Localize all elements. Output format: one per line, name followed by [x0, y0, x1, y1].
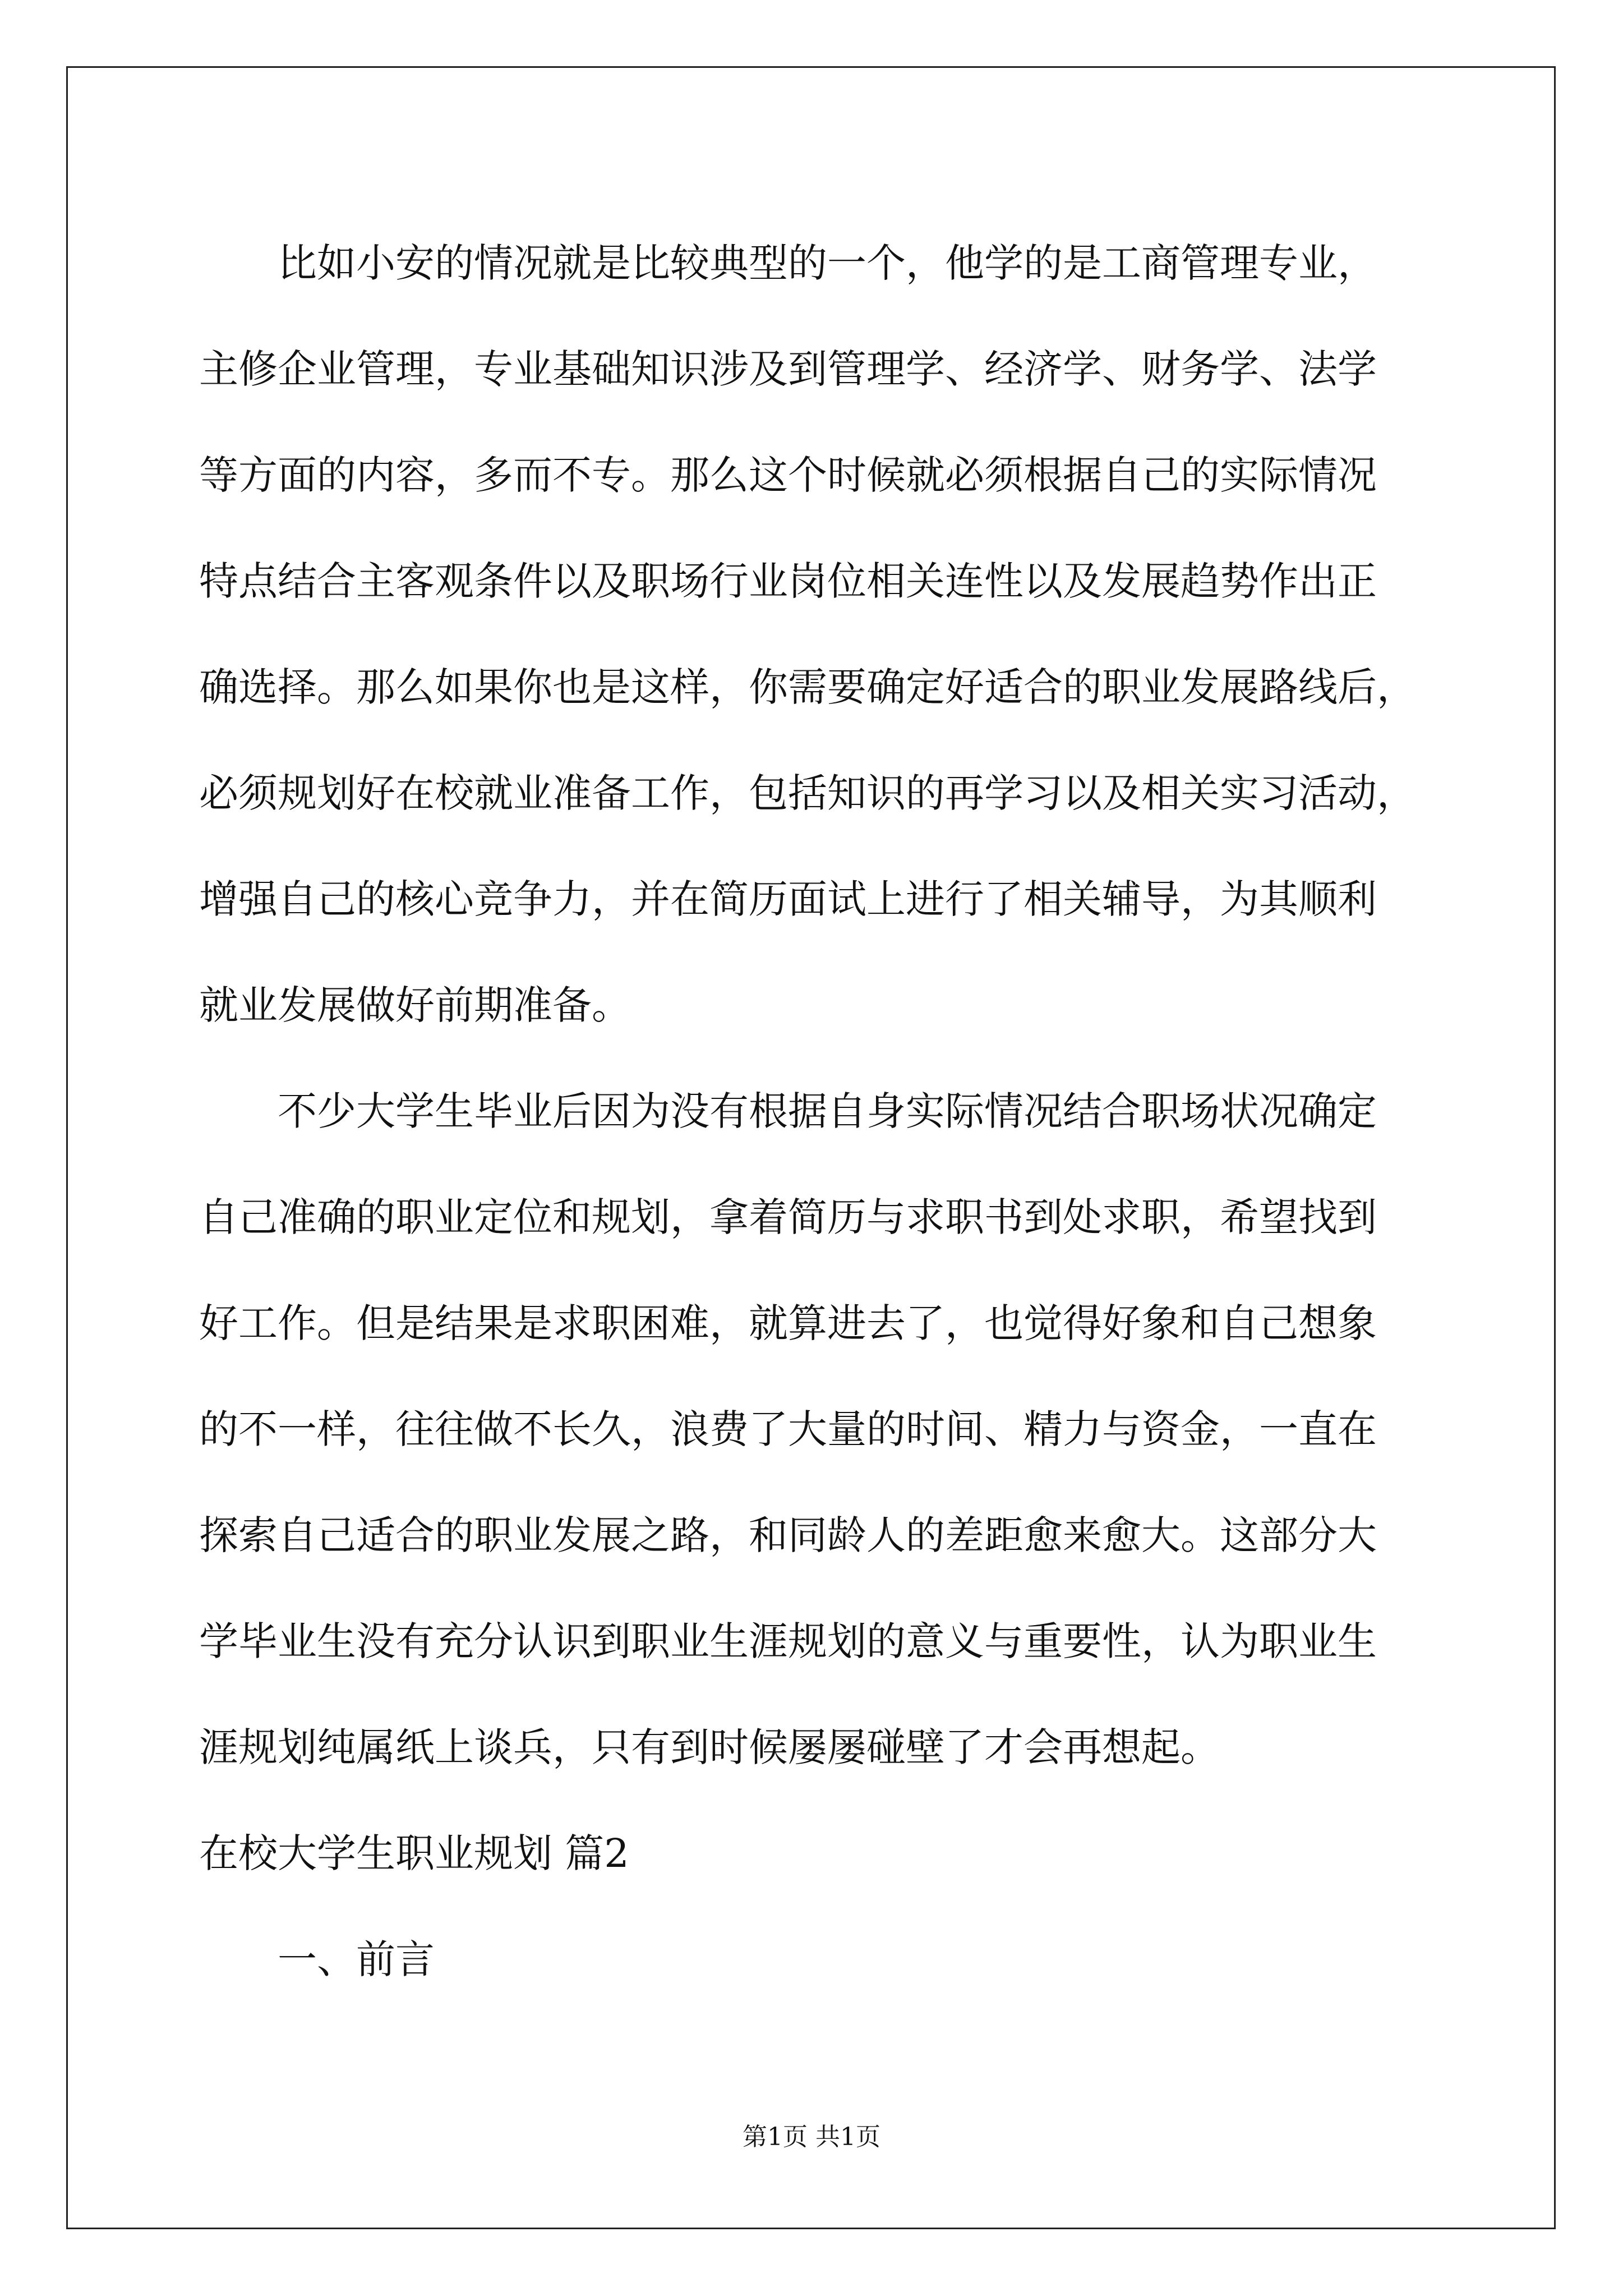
page-number-footer: 第1页 共1页	[743, 2123, 880, 2151]
paragraph-line: 主修企业管理，专业基础知识涉及到管理学、经济学、财务学、法学	[199, 346, 1377, 392]
paragraph-1	[199, 210, 1422, 1059]
paragraph-2	[199, 1059, 1422, 1801]
paragraph-line: 不少大学生毕业后因为没有根据自身实际情况结合职场状况确定	[278, 1088, 1377, 1134]
paragraph-line: 等方面的内容，多而不专。那么这个时候就必须根据自己的实际情况	[199, 452, 1377, 498]
paragraph-line: 自己准确的职业定位和规划，拿着简历与求职书到处求职，希望找到	[199, 1194, 1377, 1240]
paragraph-line: 增强自己的核心竞争力，并在简历面试上进行了相关辅导，为其顺利	[199, 876, 1377, 922]
paragraph-line: 的不一样，往往做不长久，浪费了大量的时间、精力与资金，一直在	[199, 1406, 1377, 1452]
paragraph-line: 涯规划纯属纸上谈兵，只有到时候屡屡碰壁了才会再想起。	[199, 1724, 1220, 1770]
subheading: 一、前言	[278, 1936, 435, 1982]
section-heading: 在校大学生职业规划 篇2	[199, 1830, 629, 1876]
paragraph-line: 比如小安的情况就是比较典型的一个，他学的是工商管理专业，	[278, 240, 1377, 286]
paragraph-line: 好工作。但是结果是求职困难，就算进去了，也觉得好象和自己想象	[199, 1300, 1377, 1346]
paragraph-line: 必须规划好在校就业准备工作，包括知识的再学习以及相关实习活动，	[199, 770, 1416, 816]
document-body	[199, 210, 1422, 2013]
paragraph-line: 特点结合主客观条件以及职场行业岗位相关连性以及发展趋势作出正	[199, 558, 1377, 604]
paragraph-line: 确选择。那么如果你也是这样，你需要确定好适合的职业发展路线后，	[199, 664, 1416, 710]
paragraph-line: 就业发展做好前期准备。	[199, 982, 631, 1028]
paragraph-line: 学毕业生没有充分认识到职业生涯规划的意义与重要性，认为职业生	[199, 1618, 1377, 1664]
paragraph-line: 探索自己适合的职业发展之路，和同龄人的差距愈来愈大。这部分大	[199, 1512, 1377, 1558]
